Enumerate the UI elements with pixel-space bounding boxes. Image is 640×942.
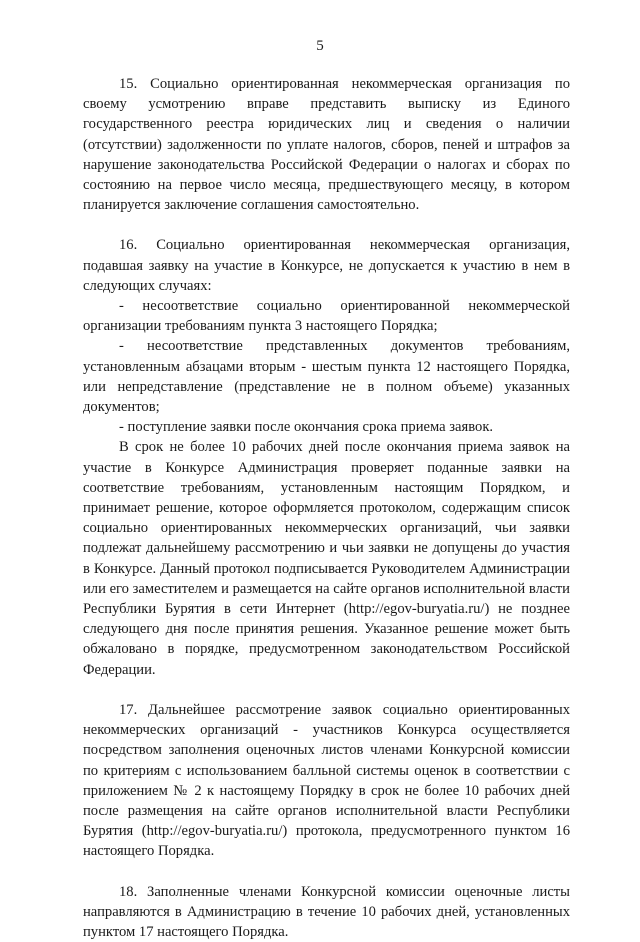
paragraph-gap	[83, 680, 570, 700]
paragraph-16-review: В срок не более 10 рабочих дней после окончания приема заявок на участие в Конкурсе Администрация проверяет поданные заявки на соответствие требованиям, установленным настоящим Порядком, и принимает решение, которое оформляется протоколом, содержащим список социально ориентированных некоммерческих организаций, чьи заявки подлежат дальнейшему рассмотрению и чьи заявки не допущены до участия в Конкурсе. Данный протокол подписывается Руководителем Администрации или его заместителем и размещается на сайте органов исполнительной власти Республики Бурятия в сети Интернет (http://egov-buryatia.ru/) не позднее следующего дня после принятия решения. Указанное решение может быть обжаловано в порядке, предусмотренном законодательством Российской Федерации.	[83, 439, 570, 678]
list-item-criterion-2: - несоответствие представленных документов требованиям, установленным абзацами вторым - шестым пункта 12 настоящего Порядка, или непредставление (представление не в полном объеме) указанных документов;	[83, 338, 570, 416]
paragraph-16: 16. Социально ориентированная некоммерческая организация, подавшая заявку на участие в Конкурсе, не допускается к участию в нем в следующих случаях:	[83, 237, 570, 294]
list-item-criterion-1: - несоответствие социально ориентированной некоммерческой организации требованиям пункта 3 настоящего Порядка;	[83, 298, 570, 335]
list-item-criterion-3: - поступление заявки после окончания срока приема заявок.	[119, 419, 494, 436]
document-body	[83, 74, 570, 942]
paragraph-18: 18. Заполненные членами Конкурсной комиссии оценочные листы направляются в Администрацию в течение 10 рабочих дней, установленных пунктом 17 настоящего Порядка.	[83, 883, 570, 940]
paragraph-gap	[83, 215, 570, 235]
page-number: 5	[316, 38, 324, 54]
paragraph-17: 17. Дальнейшее рассмотрение заявок социально ориентированных некоммерческих организаций - участников Конкурса осуществляется посредством заполнения оценочных листов членами Конкурсной комиссии по критериям с использованием балльной системы оценок в соответствии с приложением № 2 к настоящему Порядку в срок не более 10 рабочих дней после размещения на сайте органов исполнительной власти Республики Бурятия (http://egov-buryatia.ru/) протокола, предусмотренного пунктом 16 настоящего Порядка.	[83, 701, 570, 860]
paragraph-15: 15. Социально ориентированная некоммерческая организация по своему усмотрению вправе представить выписку из Единого государственного реестра юридических лиц и сведения о наличии (отсутствии) задолженности по уплате налогов, сборов, пеней и штрафов за нарушение законодательства Российской Федерации о налогах и сборах по состоянию на первое число месяца, предшествующего месяцу, в котором планируется заключение соглашения самостоятельно.	[83, 76, 570, 214]
paragraph-gap	[83, 862, 570, 882]
